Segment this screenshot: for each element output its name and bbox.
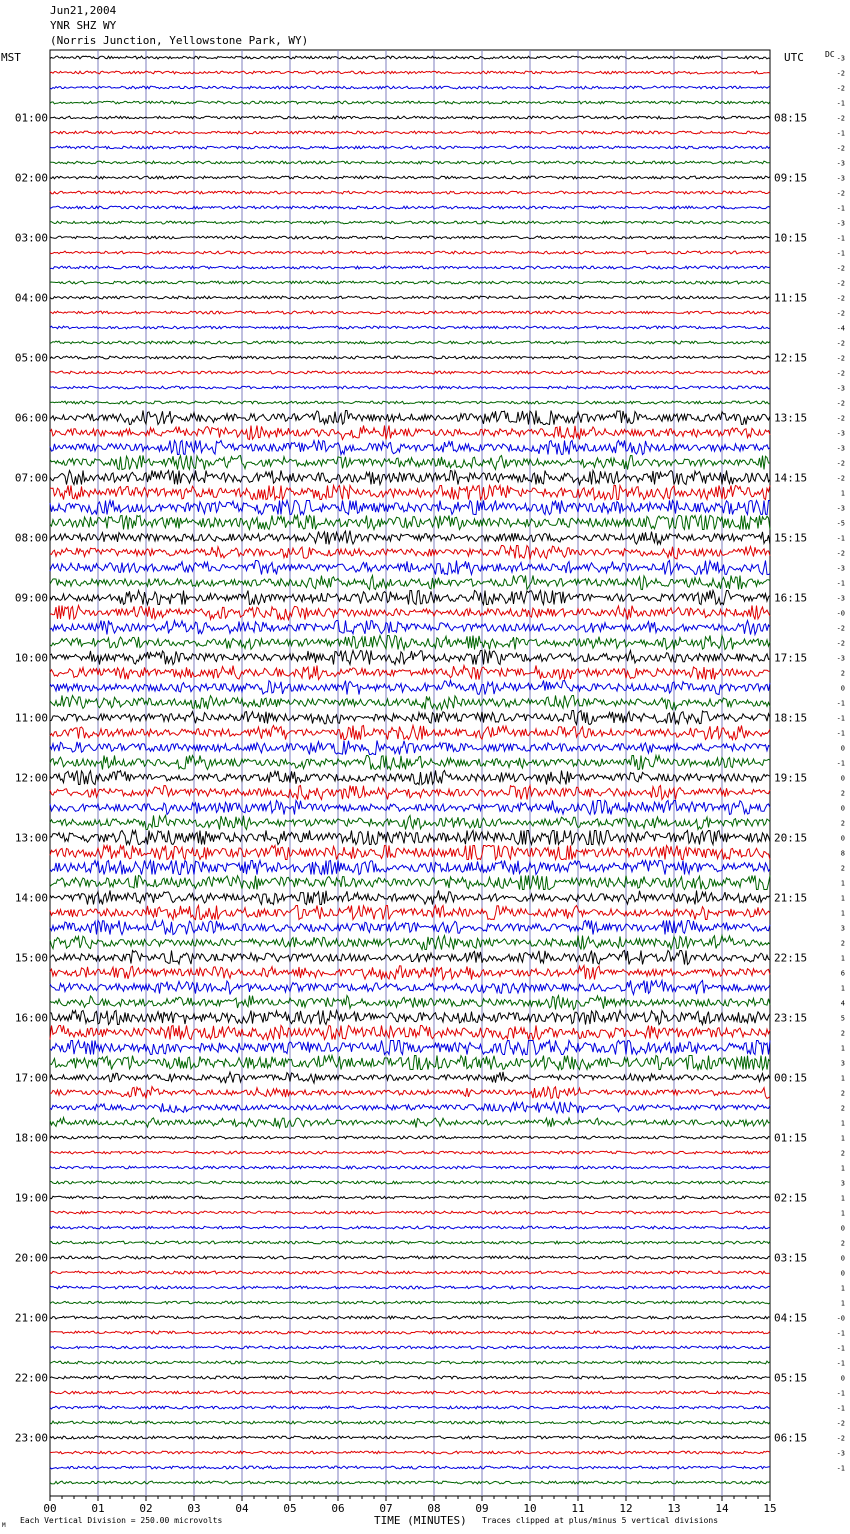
seismic-trace	[50, 1391, 770, 1394]
utc-hour-label: 14:15	[774, 471, 808, 485]
seismic-trace	[50, 1196, 770, 1199]
dc-offset-value: -3	[836, 219, 845, 228]
mst-hour-label: 14:00	[14, 891, 48, 905]
dc-offset-value: 6	[840, 969, 845, 978]
seismic-trace	[50, 531, 770, 545]
dc-offset-value: 3	[840, 924, 845, 933]
seismic-trace	[50, 56, 770, 59]
utc-hour-label: 22:15	[774, 951, 808, 965]
seismic-trace	[50, 801, 770, 815]
utc-hour-label: 03:15	[774, 1251, 808, 1265]
dc-offset-value: 0	[840, 684, 845, 693]
dc-offset-value: 1	[840, 894, 845, 903]
mst-hour-label: 15:00	[14, 951, 48, 965]
seismic-trace	[50, 771, 770, 785]
dc-offset-value: -2	[836, 69, 845, 78]
dc-offset-value: -2	[836, 144, 845, 153]
seismic-trace	[50, 1181, 770, 1184]
seismic-trace	[50, 101, 770, 104]
mst-hour-label: 05:00	[14, 351, 48, 365]
dc-offset-value: -3	[836, 654, 845, 663]
trace-group	[50, 56, 770, 1484]
seismic-trace	[50, 281, 770, 284]
dc-offset-value: -3	[836, 564, 845, 573]
utc-hour-label: 02:15	[774, 1191, 808, 1205]
dc-offset-value: 3	[840, 1059, 845, 1068]
station-code: YNR SHZ WY	[50, 19, 117, 32]
utc-hour-label: 19:15	[774, 771, 808, 785]
seismic-trace	[50, 1331, 770, 1334]
seismic-trace	[50, 861, 770, 875]
seismic-trace	[50, 1072, 770, 1083]
seismic-trace	[50, 1056, 770, 1070]
dc-offset-value: -1	[836, 699, 845, 708]
seismic-trace	[50, 1376, 770, 1379]
x-tick-label: 10	[523, 1502, 537, 1515]
seismic-trace	[50, 1241, 770, 1244]
x-axis	[2, 1496, 777, 1529]
utc-hour-label: 16:15	[774, 591, 808, 605]
seismic-trace	[50, 591, 770, 605]
seismic-trace	[50, 711, 770, 725]
x-tick-label: 02	[139, 1502, 153, 1515]
clip-note: Traces clipped at plus/minus 5 vertical divisions	[482, 1516, 719, 1525]
seismic-trace	[50, 996, 770, 1010]
utc-hour-label: 15:15	[774, 531, 808, 545]
dc-offset-value: 1	[840, 1119, 845, 1128]
seismic-trace	[50, 1256, 770, 1259]
dc-offset-value: 1	[840, 489, 845, 498]
seismic-trace	[50, 681, 770, 695]
dc-offset-value: -1	[836, 249, 845, 258]
dc-offset-value: -3	[836, 384, 845, 393]
seismic-trace	[50, 116, 770, 119]
seismic-trace	[50, 651, 770, 665]
x-tick-label: 05	[283, 1502, 297, 1515]
dc-offset-value: -2	[836, 414, 845, 423]
mst-hour-label: 11:00	[14, 711, 48, 725]
dc-offset-value: -2	[836, 1434, 845, 1443]
mst-hour-label: 09:00	[14, 591, 48, 605]
dc-offset-value: -1	[836, 1389, 845, 1398]
dc-offset-value: -3	[836, 174, 845, 183]
x-tick-label: 14	[715, 1502, 729, 1515]
dc-offset-value: 1	[840, 1209, 845, 1218]
dc-offset-value: 1	[840, 984, 845, 993]
seismic-trace	[50, 386, 770, 389]
utc-hour-label: 21:15	[774, 891, 808, 905]
seismic-trace	[50, 876, 770, 890]
dc-offset-value: 1	[840, 879, 845, 888]
dc-offset-value: -1	[836, 99, 845, 108]
seismic-trace	[50, 816, 770, 830]
dc-offset-value: 0	[840, 1254, 845, 1263]
seismic-trace	[50, 266, 770, 269]
utc-hour-label: 10:15	[774, 231, 808, 245]
x-tick-label: 06	[331, 1502, 345, 1515]
seismic-trace	[50, 921, 770, 935]
utc-hour-label: 18:15	[774, 711, 808, 725]
dc-offset-value: -1	[836, 1329, 845, 1338]
mst-hour-label: 21:00	[14, 1311, 48, 1325]
seismic-trace	[50, 516, 770, 530]
dc-offset-value: -2	[836, 399, 845, 408]
x-tick-label: 01	[91, 1502, 105, 1515]
dc-offset-value: -3	[836, 594, 845, 603]
seismic-trace	[50, 981, 770, 995]
seismic-trace	[50, 206, 770, 209]
seismic-trace	[50, 831, 770, 845]
vertical-scale-note: Each Vertical Division = 250.00 microvolts	[20, 1516, 223, 1525]
dc-offset-value: -1	[836, 1404, 845, 1413]
dc-offset-value: 1	[840, 1284, 845, 1293]
dc-offset-value: -2	[836, 294, 845, 303]
seismic-trace	[50, 296, 770, 299]
mst-hour-label: 18:00	[14, 1131, 48, 1145]
dc-offset-value: -1	[836, 729, 845, 738]
utc-hour-label: 04:15	[774, 1311, 808, 1325]
dc-offset-value: 1	[840, 954, 845, 963]
utc-hour-label: 12:15	[774, 351, 808, 365]
dc-offset-value: -2	[836, 354, 845, 363]
station-location: (Norris Junction, Yellowstone Park, WY)	[50, 34, 309, 47]
seismic-trace	[50, 311, 770, 314]
dc-offset-value: 2	[840, 1104, 845, 1113]
dc-offset-value: -1	[836, 204, 845, 213]
mst-hour-label: 22:00	[14, 1371, 48, 1385]
dc-offset-value: 2	[840, 1089, 845, 1098]
seismic-trace	[50, 1301, 770, 1304]
plot-date: Jun21,2004	[50, 4, 117, 17]
dc-offset-value: 0	[840, 1269, 845, 1278]
dc-offset-value: -3	[836, 504, 845, 513]
dc-offset-value: 2	[840, 864, 845, 873]
dc-offset-value: 1	[840, 1134, 845, 1143]
dc-offset-value: -0	[836, 1314, 845, 1323]
dc-offset-value: -2	[836, 84, 845, 93]
seismic-trace	[50, 1436, 770, 1439]
dc-offset-value: -2	[836, 189, 845, 198]
seismic-trace	[50, 951, 770, 965]
dc-offset-value: 1	[840, 909, 845, 918]
seismic-trace	[50, 356, 770, 359]
utc-hour-label: 08:15	[774, 111, 808, 125]
seismic-trace	[50, 401, 770, 404]
seismic-trace	[50, 1118, 770, 1128]
dc-offset-value: -1	[836, 759, 845, 768]
seismic-trace	[50, 756, 770, 770]
seismic-trace	[50, 131, 770, 134]
seismic-trace	[50, 1011, 770, 1025]
dc-label: DC	[825, 50, 835, 59]
seismic-trace	[50, 636, 770, 650]
seismic-trace	[50, 146, 770, 149]
dc-offset-value: -2	[836, 624, 845, 633]
seismic-trace	[50, 576, 770, 590]
x-tick-label: 09	[475, 1502, 489, 1515]
dc-offset-value: -2	[836, 369, 845, 378]
seismic-trace	[50, 1041, 770, 1055]
x-tick-label: 07	[379, 1502, 393, 1515]
mst-hour-label: 10:00	[14, 651, 48, 665]
seismic-trace	[50, 561, 770, 575]
dc-offset-value: 0	[840, 1374, 845, 1383]
dc-offset-value: -4	[836, 324, 845, 333]
mst-hour-label: 13:00	[14, 831, 48, 845]
seismic-trace	[50, 86, 770, 89]
seismic-trace	[50, 456, 770, 470]
seismic-trace	[50, 161, 770, 164]
seismic-trace	[50, 411, 770, 425]
utc-hour-label: 01:15	[774, 1131, 808, 1145]
seismic-trace	[50, 1211, 770, 1214]
seismic-trace	[50, 906, 770, 920]
seismic-trace	[50, 236, 770, 239]
dc-offset-value: 5	[840, 1014, 845, 1023]
seismic-trace	[50, 606, 770, 620]
seismic-trace	[50, 1102, 770, 1113]
dc-offset-value: -2	[836, 549, 845, 558]
dc-offset-value: -1	[836, 234, 845, 243]
seismic-trace	[50, 966, 770, 980]
x-tick-label: 08	[427, 1502, 441, 1515]
seismic-trace	[50, 891, 770, 905]
dc-offset-value: 1	[840, 1299, 845, 1308]
seismic-trace	[50, 326, 770, 329]
seismic-trace	[50, 1361, 770, 1364]
seismic-trace	[50, 176, 770, 179]
dc-offset-value: 4	[840, 999, 845, 1008]
dc-offset-value: -3	[836, 429, 845, 438]
seismic-trace	[50, 1271, 770, 1274]
seismic-trace	[50, 621, 770, 635]
mst-hour-label: 20:00	[14, 1251, 48, 1265]
dc-offset-value: -1	[836, 714, 845, 723]
dc-offset-value: -2	[836, 279, 845, 288]
mst-hour-label: 23:00	[14, 1431, 48, 1445]
x-tick-label: 00	[43, 1502, 57, 1515]
x-tick-label: 13	[667, 1502, 681, 1515]
dc-offset-value: -2	[836, 474, 845, 483]
mst-hour-label: 02:00	[14, 171, 48, 185]
utc-hour-label: 17:15	[774, 651, 808, 665]
dc-offset-value: -3	[836, 54, 845, 63]
dc-offset-value: -2	[836, 309, 845, 318]
seismic-trace	[50, 1226, 770, 1229]
dc-offset-value: -2	[836, 264, 845, 273]
seismic-trace	[50, 441, 770, 455]
x-tick-label: 11	[571, 1502, 585, 1515]
dc-offset-value: -1	[836, 1464, 845, 1473]
utc-hour-label: 09:15	[774, 171, 808, 185]
dc-offset-value: 0	[840, 1224, 845, 1233]
mst-hour-label: 19:00	[14, 1191, 48, 1205]
dc-offset-value: -1	[836, 129, 845, 138]
utc-hour-label: 13:15	[774, 411, 808, 425]
x-axis-title: TIME (MINUTES)	[374, 1514, 467, 1527]
dc-offset-value: -1	[836, 1359, 845, 1368]
dc-offset-value: -3	[836, 444, 845, 453]
dc-offset-value: 2	[840, 819, 845, 828]
seismic-trace	[50, 1087, 770, 1099]
dc-offset-value: -2	[836, 639, 845, 648]
seismic-trace	[50, 786, 770, 800]
utc-label: UTC	[784, 51, 804, 64]
seismic-trace	[50, 1346, 770, 1349]
dc-offset-value: 1	[840, 1074, 845, 1083]
seismic-trace	[50, 741, 770, 755]
mst-hour-label: 16:00	[14, 1011, 48, 1025]
dc-offset-value: 2	[840, 789, 845, 798]
x-tick-label: 03	[187, 1502, 201, 1515]
dc-offset-value: -2	[836, 339, 845, 348]
utc-hour-label: 23:15	[774, 1011, 808, 1025]
dc-offset-value: -0	[836, 609, 845, 618]
seismic-trace	[50, 426, 770, 440]
seismic-trace	[50, 1466, 770, 1469]
utc-hour-label: 11:15	[774, 291, 808, 305]
utc-hour-label: 05:15	[774, 1371, 808, 1385]
dc-offset-value: -1	[836, 1344, 845, 1353]
x-tick-label: 04	[235, 1502, 249, 1515]
seismic-trace	[50, 251, 770, 254]
seismic-trace	[50, 371, 770, 374]
dc-offset-value: 0	[840, 834, 845, 843]
x-tick-label: 12	[619, 1502, 633, 1515]
seismic-trace	[50, 1451, 770, 1454]
dc-offset-value: -2	[836, 459, 845, 468]
seismic-trace	[50, 501, 770, 515]
dc-offset-value: -2	[836, 114, 845, 123]
dc-offset-value: -1	[836, 534, 845, 543]
mst-hour-label: 04:00	[14, 291, 48, 305]
dc-offset-value: 8	[840, 849, 845, 858]
seismic-trace	[50, 1026, 770, 1040]
dc-offset-value: 1	[840, 1044, 845, 1053]
seismic-trace	[50, 726, 770, 740]
mst-hour-label: 08:00	[14, 531, 48, 545]
utc-hour-label: 20:15	[774, 831, 808, 845]
seismic-trace	[50, 546, 770, 560]
dc-offset-value: -1	[836, 579, 845, 588]
seismic-trace	[50, 1481, 770, 1484]
dc-offset-value: 1	[840, 1164, 845, 1173]
dc-offset-value: 0	[840, 744, 845, 753]
seismic-trace	[50, 846, 770, 860]
mst-label: MST	[1, 51, 21, 64]
seismic-trace	[50, 936, 770, 950]
mst-hour-label: 12:00	[14, 771, 48, 785]
corner-mark: M	[2, 1522, 6, 1529]
seismic-trace	[50, 1136, 770, 1139]
seismic-trace	[50, 341, 770, 344]
seismic-trace	[50, 1421, 770, 1424]
seismic-trace	[50, 191, 770, 194]
seismic-trace	[50, 1286, 770, 1289]
mst-hour-label: 01:00	[14, 111, 48, 125]
dc-offset-value: 1	[840, 1194, 845, 1203]
mst-hour-label: 17:00	[14, 1071, 48, 1085]
dc-offset-value: -3	[836, 1449, 845, 1458]
dc-offset-value: 2	[840, 1149, 845, 1158]
utc-hour-label: 00:15	[774, 1071, 808, 1085]
seismic-trace	[50, 666, 770, 680]
seismic-trace	[50, 1406, 770, 1409]
utc-hour-label: 06:15	[774, 1431, 808, 1445]
dc-offset-value: 3	[840, 1179, 845, 1188]
seismic-trace	[50, 71, 770, 74]
seismic-trace	[50, 1166, 770, 1169]
seismic-trace	[50, 1316, 770, 1319]
dc-offset-value: 0	[840, 774, 845, 783]
dc-offset-value: -5	[836, 519, 845, 528]
dc-offset-value: 2	[840, 1029, 845, 1038]
seismic-trace	[50, 696, 770, 710]
mst-hour-label: 03:00	[14, 231, 48, 245]
dc-offset-value: -2	[836, 1419, 845, 1428]
dc-offset-value: 2	[840, 939, 845, 948]
seismic-trace	[50, 221, 770, 224]
dc-offset-value: 2	[840, 669, 845, 678]
dc-offset-value: 0	[840, 804, 845, 813]
x-tick-label: 15	[763, 1502, 777, 1515]
seismic-trace	[50, 471, 770, 485]
dc-offset-value: 2	[840, 1239, 845, 1248]
dc-offset-value: -3	[836, 159, 845, 168]
mst-hour-label: 06:00	[14, 411, 48, 425]
mst-hour-label: 07:00	[14, 471, 48, 485]
seismic-trace	[50, 486, 770, 500]
seismic-trace	[50, 1151, 770, 1154]
